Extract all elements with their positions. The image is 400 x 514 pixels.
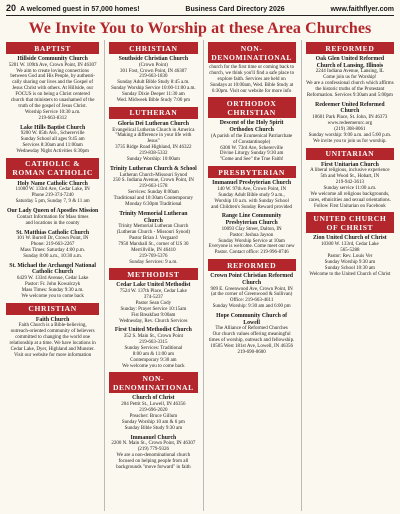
church-detail-line: Wednesday Night Activities 6:30pm [16, 148, 89, 154]
church-detail-line: 10505 West 181st Ave, Lowell, IN 46356 [210, 344, 293, 350]
church-name: Trinity Memorial Lutheran Church [119, 210, 188, 224]
church-detail-line: 219-696-2020 [139, 407, 168, 413]
church-listing [6, 181, 99, 205]
church-listing [6, 263, 99, 300]
header-left [6, 3, 140, 13]
church-listing [6, 230, 99, 260]
church-detail-line: Sunday worship: 9:00 a.m. and 5:00 p.m. [308, 132, 392, 138]
church-detail-line: 9200 W. 85th Ave., Schererville [20, 131, 85, 137]
church-detail-line: 3735 Ridge Road Highland, IN 46322 [115, 145, 192, 151]
church-name: Hope Community Church of Lowell [216, 313, 288, 326]
church-detail-line: 10093 Clay Street, Dalton, IN [221, 226, 282, 232]
church-detail-line: Sunday Worship Service at 10am [218, 238, 285, 244]
church-detail-line: Sunday Adult Bible study 9 a.m., [218, 192, 285, 198]
section-header: ORTHODOX CHRISTIAN [208, 97, 296, 118]
church-detail-line: (219) 308-8061 [334, 126, 366, 132]
church-detail-line: (A parish of the Ecumenical Patriarchate [211, 133, 293, 139]
church-detail-line: Our church values offering meaningful [212, 332, 291, 338]
church-detail-line: Pastor: Rev. Louis Ver [327, 253, 373, 259]
church-detail-line: 10300 W. 133rd, Cedar Lake [320, 242, 379, 248]
church-detail-line: We invite you to join us for worship. [313, 138, 387, 144]
church-detail-line: Preacher: Bruce Gillum [129, 413, 178, 419]
church-detail-line: Monday 6:30pm Traditional [125, 202, 182, 207]
section-header: UNITARIAN [306, 148, 394, 160]
church-detail-line: races, ethnicities and sexual orientations. [308, 197, 391, 203]
church-detail-line: Visit our website for more information [13, 352, 92, 358]
church-detail-line: of Constantinople) [232, 139, 271, 145]
church-detail-line: Office: 219-663-4611 [229, 298, 274, 304]
church-name: First United Methodist Church [114, 327, 192, 334]
church-detail-line: We aim to create loving connections [16, 68, 90, 74]
church-listing [109, 211, 197, 266]
church-listing [6, 317, 99, 359]
church-detail-line: Phone 219-374-7240 [31, 193, 74, 199]
church-detail-line: (Crown Point) [139, 62, 168, 68]
church-name: Redeemer United Reformed Church [315, 101, 385, 115]
church-detail-line: Welcome to the United Church of Christ [309, 271, 391, 277]
church-detail-line: church, we think you'll find a safe place to [209, 70, 295, 76]
church-detail-line: "Come and See" the True Faith! [219, 157, 284, 163]
church-detail-line: Jesus Christ with others. At Hillside, our [12, 86, 94, 92]
church-listing [6, 56, 99, 122]
section-header: PRESBYTERIAN [208, 166, 296, 178]
section-header: REFORMED [306, 42, 394, 54]
church-detail-line: Worship 10 a.m. with Sunday School [214, 198, 289, 204]
church-detail-line: 140 W. 97th Ave, Crown Point, IN [217, 186, 287, 192]
church-detail-line: Sunday Worship Service 10:00-11:00 a.m. [111, 86, 196, 92]
page-headline: We Invite You to Worship at these Area Churches [28, 20, 372, 37]
church-detail-line: and locations in the county [25, 220, 80, 226]
church-detail-line: FOCUS is on being a Christ centered [15, 92, 90, 98]
church-detail-line: 2200 N. Main St., Crown Point, IN 46307 [111, 441, 196, 447]
church-detail-line: explore faith. Services are held on [217, 76, 286, 82]
church-listing [6, 208, 99, 226]
church-detail-line: Pastor. Contact office: 219-996-8746 [214, 250, 289, 256]
tagline: A welcomed guest in 57,000 homes! [20, 6, 140, 13]
church-name: Trinity Lutheran Church & School [110, 165, 197, 172]
church-detail-line: church for the first time or coming back to [209, 65, 295, 70]
column-2 [104, 40, 197, 511]
column-3 [203, 40, 296, 511]
church-detail-line: 250 S. Indiana Avenue, Crown Point, IN [112, 178, 194, 184]
church-name: St. Matthias Catholic Church [16, 229, 90, 236]
church-detail-line: Trinity Memorial Lutheran Church [118, 224, 189, 230]
church-detail-line: Services 8:30am and 11:00am [22, 143, 83, 148]
church-detail-line: Faith Church is a Bible-believing, [18, 323, 87, 329]
church-detail-line: 7524 W. 137th Place, Cedar Lake [119, 289, 187, 295]
church-detail-line: 909 E. Greenwood Ave, Crown Point, IN [210, 286, 293, 292]
church-detail-line: 2244 Indiana Avenue, Lansing, IL [315, 69, 384, 75]
church-detail-line: Sunday Dixie Deeper 11:30 am [121, 92, 185, 98]
church-detail-line: We welcome you to come back [122, 363, 185, 369]
church-detail-line: Everyone is welcome. Come meet our new [208, 244, 295, 250]
church-detail-line: church that ministers to unashamed of the [10, 98, 95, 103]
church-listing [208, 273, 296, 310]
church-columns [6, 40, 394, 511]
church-detail-line: Services: Sunday 8:00am [127, 190, 179, 196]
church-detail-line: 219-838-5332 [139, 151, 168, 157]
church-detail-line: Worship Service 10:30 a.m. [24, 109, 81, 115]
church-detail-line: Sunday: Prayer Service 10:15am [120, 306, 187, 312]
section-header: UNITED CHURCH OF CHRIST [306, 212, 394, 233]
church-name: St. Michael the Archangel National Catholic Church [9, 262, 96, 276]
church-detail-line: Contact Information for Mass times [16, 214, 89, 220]
church-name: Hillside Community Church [17, 56, 88, 62]
church-detail-line: 5th and Wood St., Hobart, IN [320, 174, 380, 180]
church-detail-line: 352 S. Main St., Crown Point [123, 334, 183, 340]
church-detail-line: Wed. Midweek Bible Study 7:00 pm [116, 98, 190, 103]
church-detail-line: 565-5288 [340, 247, 360, 253]
church-listing [208, 313, 296, 356]
church-detail-line: Pastor Brian J. Vergaard [129, 235, 178, 241]
church-detail-line: The Alliance of Reformed Churches [215, 326, 288, 332]
section-header: CATHOLIC & ROMAN CATHOLIC [6, 158, 99, 179]
church-detail-line: relationship at a time. We have locations in [9, 340, 96, 346]
church-detail-line: Traditional and 10:30am Contemporary [113, 196, 194, 202]
church-detail-line: Sunday 8:00 a.m., 10:30 a.m. [23, 253, 82, 259]
church-detail-line: Sunday Worship: 9:30 am and 6:00 pm [212, 304, 291, 310]
church-detail-line: 6300 W. 73rd Ave, Schererville [220, 145, 283, 151]
church-listing [306, 56, 394, 99]
church-name: Gloria Dei Lutheran Church [117, 120, 189, 127]
issue-title: Business Card Directory 2026 [185, 6, 285, 13]
church-detail-line: Sunday Worship 9:30 am [324, 259, 376, 265]
church-detail-line: Pastor: Joshua Jayson [229, 232, 274, 238]
church-detail-line: 374-5237 [143, 294, 163, 300]
church-detail-line: Saturday 5 pm, Sunday 7, 9 & 11 am [15, 199, 90, 205]
church-detail-line: Contemporary 9:30 am [130, 357, 177, 363]
section-header: LUTHERAN [109, 107, 197, 119]
church-name: Immanuel Presbyterian Church [212, 180, 292, 187]
church-name: Crown Point Christian Reformed Church [210, 273, 294, 286]
church-detail-line: 6:30pm. Visit our website for more info [211, 88, 292, 94]
church-detail-line: "Making a difference in your life with Jesus" [115, 133, 192, 145]
church-name: Southside Christian Church [118, 56, 189, 62]
church-detail-line: A liberal religious, inclusive experience [310, 168, 390, 174]
page-header [6, 3, 394, 16]
church-detail-line: www.redeemerurc.org [327, 120, 373, 126]
church-detail-line: Come join us for Worship! [323, 75, 377, 81]
church-detail-line: 6429 W. 133rd Avenue, Cedar Lake [16, 276, 89, 282]
church-detail-line: We welcome all religious backgrounds, [310, 191, 390, 197]
site-url[interactable]: www.faithflyer.com [330, 6, 394, 13]
church-name: Our Lady Queen of Apostles Mission [7, 208, 99, 215]
church-detail-line: times of worship, outreach and fellowship. [208, 338, 295, 344]
church-detail-line: backgrounds "move forward" in faith [116, 464, 191, 470]
church-detail-line: 219-663-1830 [139, 74, 168, 80]
section-header: REFORMED [208, 259, 296, 271]
church-detail-line: Mass Times: Saturday 4:00 p.m. [20, 247, 85, 253]
church-name: Faith Church [35, 316, 70, 323]
church-detail-line: truth of the gospel of Jesus Christ. [18, 103, 87, 109]
column-1 [6, 40, 99, 511]
church-listing [208, 180, 296, 210]
church-detail-line: Sunday service 11:00 a.m. [323, 185, 377, 191]
church-name: Immanuel Church [130, 434, 177, 441]
church-listing [208, 120, 296, 163]
church-detail-line: and Children's Sunday Reward provided [211, 204, 293, 210]
church-name: Range Line Community Presbyterian Church [221, 213, 282, 227]
church-detail-line: We welcome you to come back [21, 293, 84, 299]
church-name: Zion United Church of Christ [313, 235, 387, 242]
church-detail-line: between God and His People, by authenti- [10, 74, 95, 80]
church-detail-line: Sunday Services: 9 a.m. [129, 259, 178, 265]
church-name: Oak Glen United Reformed Church of Lansing, Illinois [315, 56, 385, 69]
church-name: Cedar Lake United Methodist [116, 282, 191, 289]
church-listing [109, 395, 197, 431]
church-detail-line: committed to changing the world one [15, 335, 91, 341]
church-listing [208, 213, 296, 256]
church-detail-line: Divine Liturgy Sunday 9:30 am [219, 151, 284, 157]
church-detail-line: 8:00 am & 11:00 am [132, 351, 174, 357]
church-detail-line: 204 Pettit St., Lowell, IN 46356 [121, 402, 186, 408]
church-detail-line: Sunday School all ages 9:45 am [20, 137, 85, 143]
church-detail-line: Sunday Bible Study 9:30 am [124, 425, 183, 431]
church-detail-line: the historic truths of the Protestant [315, 86, 385, 92]
church-detail-line: Evangelical Lutheran Church in America [112, 127, 195, 133]
church-listing [109, 435, 197, 471]
church-detail-line: 101 W. Burrell Dr, Crown Point, IN [16, 236, 89, 242]
church-detail-line: 219-663-1578 [139, 184, 168, 190]
church-listing [109, 121, 197, 163]
church-name: Holy Name Catholic Church [17, 180, 88, 187]
church-detail-line: We are a non-denominational church [116, 452, 191, 458]
church-detail-line: Sunday Worship 10 am & 6 pm [121, 419, 185, 425]
section-header: CHRISTIAN [109, 42, 197, 54]
church-detail-line: outreach-oriented community of believers [10, 329, 95, 335]
church-detail-line: 219-663-3315 [139, 339, 168, 345]
church-listing [109, 166, 197, 208]
church-listing [6, 125, 99, 155]
church-detail-line: 219-942-3613 [335, 179, 365, 185]
church-detail-line: Fist Breakfast 9:00am [131, 312, 176, 318]
church-detail-line: (at the corner of Greenwood & Sullivan) [210, 292, 293, 298]
church-detail-line: 301 Fost, Crown Point, IN 46307 [119, 68, 187, 74]
church-detail-line: Sunday School 10:30 am [324, 265, 375, 271]
church-detail-line: Wednesday, Rev. Church Services [119, 318, 188, 324]
church-detail-line: Follow First Unitarian on Facebook [314, 203, 386, 209]
church-detail-line: Sundays at 10:00am, Wed. Bible Study at [210, 82, 294, 88]
section-header: METHODIST [109, 268, 197, 280]
church-listing [306, 235, 394, 277]
church-detail-line: 10601 Park Place, St. John, IN 46373 [312, 115, 388, 121]
church-listing [109, 327, 197, 369]
church-detail-line: Cedar Lake, Dyer, Highland and Munster. [10, 346, 95, 352]
church-name: Church of Christ [132, 395, 175, 402]
church-detail-line: Sunday Services: Traditional [124, 345, 183, 351]
church-detail-line: We are a confessional church which affirms [306, 81, 394, 87]
section-header: CHRISTIAN [6, 303, 99, 315]
church-detail-line: Pastor: Fr. John Kowalczyk [24, 281, 81, 287]
church-listing [306, 102, 394, 145]
church-detail-line: Pastor Sean Cody [135, 300, 172, 306]
church-listing [109, 282, 197, 324]
church-detail-line: Sunday Worship: 10:00am [126, 157, 180, 162]
church-detail-line: (Lutheran Church - Missouri Synod) [116, 230, 191, 236]
church-detail-line: Mass Times: Sunday 9:30 a.m. [21, 287, 84, 293]
church-detail-line: 7950 Marshall St., corner of US 30 [118, 241, 189, 247]
church-detail-line: Merrillville, IN 46410 [131, 247, 176, 253]
section-header: NON-DENOMINATIONAL [109, 372, 197, 393]
church-detail-line: 11000 W. 133rd Ave, Cedar Lake, IN [15, 187, 90, 193]
church-name: Lake Hills Baptist Church [20, 124, 86, 131]
church-detail-line: Phone: 219-663-2267 [30, 242, 75, 248]
church-name: First Unitarian Church [320, 161, 379, 168]
church-detail-line: Lutheran Church-Missouri Synod [119, 172, 188, 178]
church-detail-line: 219-663-8312 [38, 115, 67, 121]
church-detail-line: 219-690-0600 [237, 349, 266, 355]
church-detail-line: Sunday Adult Bible Study 8:45 a.m. [117, 80, 190, 86]
church-name: Descent of the Holy Spirit Orthodox Church [219, 120, 284, 134]
section-header: NON-DENOMINATIONAL [208, 42, 296, 63]
column-4 [301, 40, 394, 511]
church-listing [109, 56, 197, 104]
church-detail-line: (219) 779-9326 [137, 447, 169, 453]
section-header: BAPTIST [6, 42, 99, 54]
church-detail-line: Reformation. Services 9:30am and 5:00pm [306, 92, 393, 98]
church-detail-line: focused on helping people from all [118, 458, 189, 464]
church-detail-line: 219-769-5376 [139, 253, 168, 259]
church-listing [306, 162, 394, 210]
church-detail-line: 5201 W. 109th Ave, Crown Point, IN 46307 [8, 62, 97, 68]
page-number: 20 [6, 3, 17, 13]
church-listing [208, 65, 296, 94]
church-detail-line: cally sharing our lives and the Gospel of [12, 80, 94, 86]
